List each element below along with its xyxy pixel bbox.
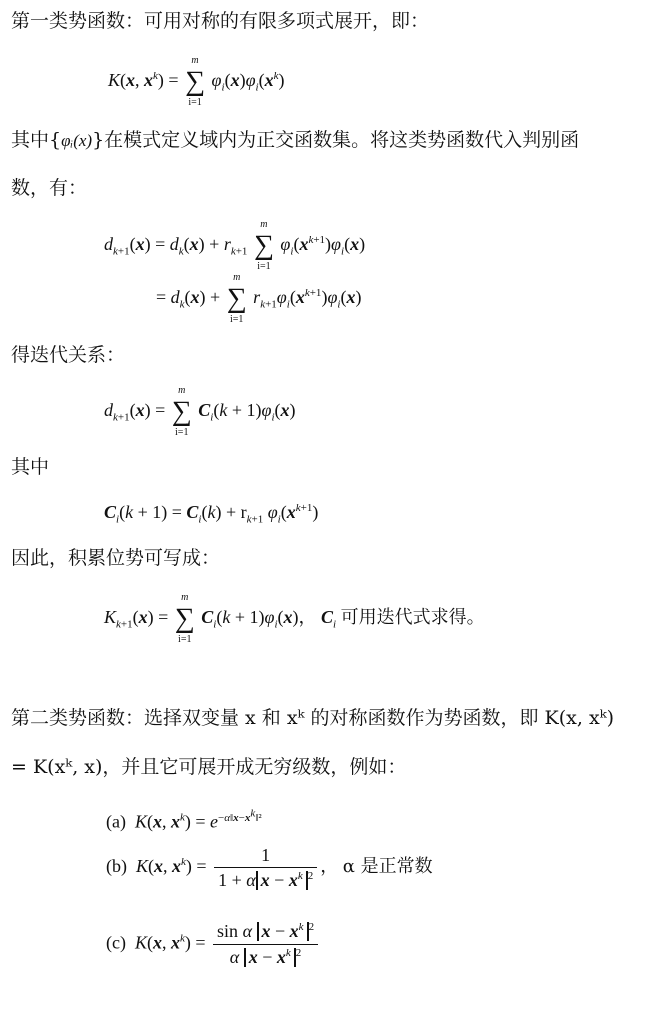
summation: m ∑ i=1	[253, 219, 274, 272]
label-a: (a)	[106, 811, 126, 832]
paragraph-iterative: 得迭代关系：	[11, 344, 126, 366]
paragraph-where: 其中	[11, 456, 50, 478]
alpha-note: α 是正常数	[342, 856, 433, 878]
summation: m ∑ i=1	[226, 272, 247, 325]
summation: m ∑ i=1	[185, 55, 206, 108]
fraction-c: $\frac{\sin \alpha x - x^k ^2}{\alpha x - x^k ^2}$	[213, 922, 318, 967]
example-c: (c) K(x, $x^k$) = $\frac{\sin \alpha x - x^k ^2}{\alpha x - x^k ^2}$	[106, 922, 321, 967]
label-c: (c)	[106, 932, 126, 953]
example-a: (a) K(x, $x^k) = e^{-\alpha‖x-x^k‖^2}$	[106, 807, 262, 832]
paragraph-orthogonal: 其中{φᵢ(x)}在模式定义域内为正交函数集。将这类势函数代入判别函	[11, 129, 580, 151]
summation: m ∑ i=1	[174, 592, 195, 645]
fraction-b: $\frac{1}{1 + \alpha x - x^k ^2}$	[214, 846, 317, 890]
label-b: (b)	[106, 856, 127, 877]
example-b: (b) K(x, $x^k$) = $\frac{1}{1 + \alpha x - x^k ^2}$ ， α 是正常数	[106, 845, 433, 890]
equation-discriminant-update-1: $d_{k+1}(x) = d_k(x) + r_{k+1}$ m ∑ i=1 $\varphi_i(x^{k+1})\varphi_i(x)$	[104, 219, 366, 272]
paragraph-second-kind: 第二类势函数：选择双变量 x 和 xᵏ 的对称函数作为势函数，即 K(x, xᵏ)	[11, 707, 615, 729]
equation-discriminant-update-2: = $d_k(x)$ + m ∑ i=1 $r_{k+1}\varphi_i(x^{k+1})\varphi_i(x)$	[156, 272, 362, 325]
paragraph-cumulative: 因此，积累位势可写成：	[11, 547, 221, 569]
equation-potential-expansion: K(x, $x^k$) = m ∑ i=1 $\varphi_i(x)\varphi_i(x^k)$	[108, 55, 285, 108]
equation-cumulative-potential: $K_{k+1}(x)$ = m ∑ i=1 $C_i(k + 1)\varphi_i(x)$， $C_i$ 可用迭代式求得。	[104, 592, 485, 645]
equation-iterative-relation: $d_{k+1}(x)$ = m ∑ i=1 $C_i(k + 1)\varphi_i(x)$	[104, 385, 296, 438]
paragraph-infinite-series: = K(xᵏ, x)，并且它可展开成无穷级数，例如：	[11, 756, 407, 778]
summation: m ∑ i=1	[171, 385, 192, 438]
equation-coefficient-update: $C_i(k + 1) = C_i(k) + r_{k+1}$ $\varphi_i(x^{k+1})$	[104, 502, 319, 526]
paragraph-first-kind: 第一类势函数：可用对称的有限多项式展开，即：	[11, 10, 430, 32]
paragraph-continued: 数，有：	[11, 177, 88, 199]
